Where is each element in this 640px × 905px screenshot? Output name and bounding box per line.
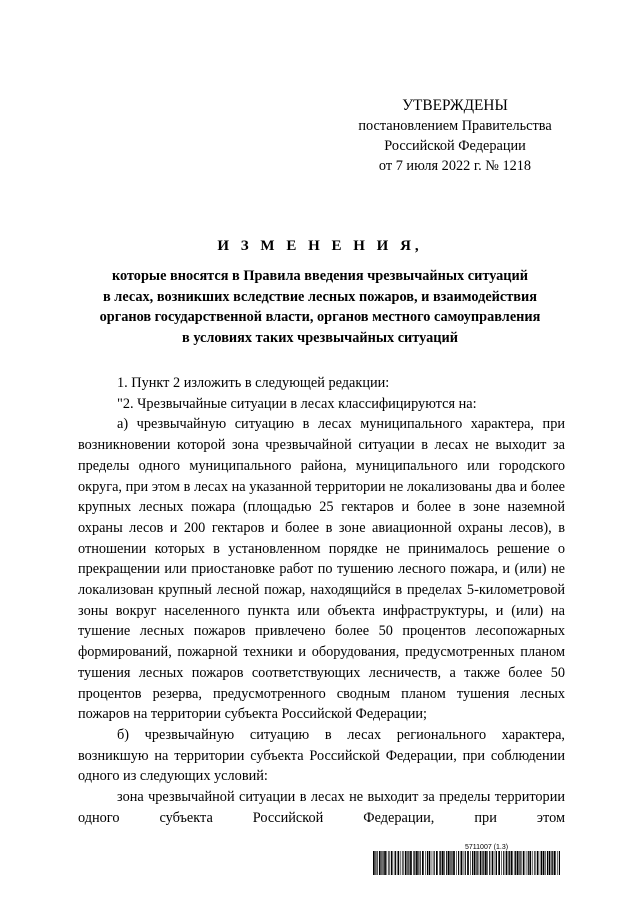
barcode-bar (382, 851, 383, 875)
barcode-bar (456, 851, 457, 875)
barcode-bar (483, 851, 484, 875)
barcode-bar (498, 851, 500, 875)
document-body (78, 373, 565, 828)
barcode-bar (472, 851, 473, 875)
paragraph-regional: б) чрезвычайную ситуацию в лесах регионального характера, возникшую на территории субъекта Российской Федерации, при соблюдении одного из следующих условий: (78, 726, 565, 785)
barcode-bar (543, 851, 545, 875)
approval-line-1: постановлением Правительства (358, 118, 552, 134)
barcode-bar (450, 851, 451, 875)
paragraph-zone-condition: зона чрезвычайной ситуации в лесах не выходит за пределы территории одного субъекта Российской Федерации, при этом (78, 789, 565, 826)
paragraph-classification-intro: "2. Чрезвычайные ситуации в лесах классифицируются на: (117, 395, 477, 412)
paragraph-item-1: 1. Пункт 2 изложить в следующей редакции: (117, 375, 390, 391)
barcode-bar (517, 851, 519, 875)
barcode-bar (405, 851, 407, 875)
barcode-bar (448, 851, 450, 875)
barcode-bar (377, 851, 378, 875)
barcode-bar (515, 851, 516, 875)
barcode-bar (470, 851, 471, 875)
barcode-bar (520, 851, 521, 875)
barcode-bar (375, 851, 376, 875)
barcode-bar (506, 851, 508, 875)
barcode-bar (410, 851, 412, 875)
barcode-bar (416, 851, 418, 875)
barcode-bar (501, 851, 502, 875)
barcode-bar (408, 851, 409, 875)
barcode-bar (425, 851, 426, 875)
barcode-bar (461, 851, 463, 875)
subtitle-line: которые вносятся в Правила введения чрезвычайных ситуаций (111, 268, 529, 284)
barcode-bar (440, 851, 441, 875)
barcode-bar (429, 851, 431, 875)
barcode-bar (381, 851, 382, 875)
barcode-bar (528, 851, 529, 875)
barcode-bar (458, 851, 459, 875)
document-subtitle (40, 266, 600, 348)
approval-line-2: Российской Федерации (384, 138, 526, 154)
barcode-bar (541, 851, 542, 875)
barcode-bar (482, 851, 483, 875)
barcode-bar (508, 851, 509, 875)
barcode-bar (523, 851, 525, 875)
barcode-bar (395, 851, 396, 875)
barcode-bar (552, 851, 553, 875)
barcode-bar (480, 851, 482, 875)
barcode-bar (557, 851, 558, 875)
barcode-bar (551, 851, 552, 875)
barcode-bar (414, 851, 415, 875)
barcode-bar (476, 851, 477, 875)
subtitle-line: в условиях таких чрезвычайных ситуаций (182, 329, 458, 346)
barcode-bar (453, 851, 455, 875)
barcode-bar (547, 851, 548, 875)
barcode-bar (514, 851, 515, 875)
barcode-bar (407, 851, 408, 875)
barcode-bar (387, 851, 388, 875)
barcode-bar (398, 851, 400, 875)
barcode-bar (559, 851, 560, 875)
barcode-bar (492, 851, 494, 875)
barcode-bar (444, 851, 445, 875)
barcode-bar (427, 851, 428, 875)
barcode-bar (439, 851, 440, 875)
barcode-bar (402, 851, 403, 875)
barcode-bar (434, 851, 435, 875)
barcode-bar (509, 851, 510, 875)
barcode-bar (503, 851, 504, 875)
barcode-bar (529, 851, 531, 875)
subtitle-line: органов государственной власти, органов местного самоуправления (99, 309, 541, 325)
document-heading: И З М Е Н Е Н И Я, (217, 238, 423, 254)
barcode-bar (388, 851, 389, 875)
barcode-bar (394, 851, 395, 875)
barcode-bar (379, 851, 381, 875)
barcode-bar (554, 851, 556, 875)
barcode-bar (537, 851, 539, 875)
barcode-bar (451, 851, 452, 875)
barcode-bar (511, 851, 513, 875)
barcode-bar (489, 851, 490, 875)
barcode-bar (474, 851, 476, 875)
barcode (373, 851, 561, 875)
paragraph-municipal: а) чрезвычайную ситуацию в лесах муниципального характера, при возникновении которой зона чрезвычайной ситуации в лесах не выходит за пределы одного муниципального района, муниципального или городского округа, при этом в лесах на указанной территории не локализованы два и более крупных лесных пожара (площадью 25 гектаров и более в зоне наземной охраны лесов и 200 гектаров и более в зоне авиационной охраны лесов), в отношении которых в установленном порядке не принималось решение о прекращении или приостановке работ по тушению лесного пожара, и (или) не локализован крупный лесной пожар, находящийся в пределах 5-километровой зоны вокруг населенного пункта или объекта инфраструктуры, и (или) на тушение лесных пожаров привлечено более 50 процентов лесопожарных формирований, пожарной техники и оборудования, предусмотренных планом тушения лесных пожаров соответствующих лесничеств, а также более 50 процентов резерва, предусмотренного сводным планом тушения лесных пожаров на территории субъекта Российской Федерации; (78, 416, 565, 723)
barcode-bar (519, 851, 520, 875)
barcode-bar (463, 851, 464, 875)
barcode-bar (532, 851, 533, 875)
barcode-bar (401, 851, 402, 875)
barcode-bar (420, 851, 421, 875)
barcode-bar (422, 851, 424, 875)
approval-block (330, 96, 580, 176)
barcode-bar (487, 851, 488, 875)
barcode-bar (373, 851, 375, 875)
barcode-bar (432, 851, 433, 875)
barcode-bar (436, 851, 438, 875)
barcode-bar (534, 851, 535, 875)
barcode-bar (549, 851, 551, 875)
subtitle-line: в лесах, возникших вследствие лесных пожаров, и взаимодействия (103, 288, 537, 305)
barcode-bar (442, 851, 444, 875)
barcode-bar (467, 851, 469, 875)
barcode-bar (384, 851, 386, 875)
document-code: 5711007 (1.3) (465, 844, 509, 851)
approval-title: УТВЕРЖДЕНЫ (402, 97, 508, 114)
barcode-bar (526, 851, 527, 875)
barcode-bar (496, 851, 497, 875)
barcode-bar (413, 851, 414, 875)
barcode-bar (545, 851, 546, 875)
approval-date-number: от 7 июля 2022 г. № 1218 (378, 158, 532, 174)
barcode-bar (446, 851, 447, 875)
barcode-bar (418, 851, 419, 875)
barcode-bar (391, 851, 393, 875)
barcode-bar (495, 851, 496, 875)
barcode-bar (540, 851, 541, 875)
barcode-bar (485, 851, 487, 875)
barcode-bar (465, 851, 466, 875)
barcode-bar (477, 851, 478, 875)
